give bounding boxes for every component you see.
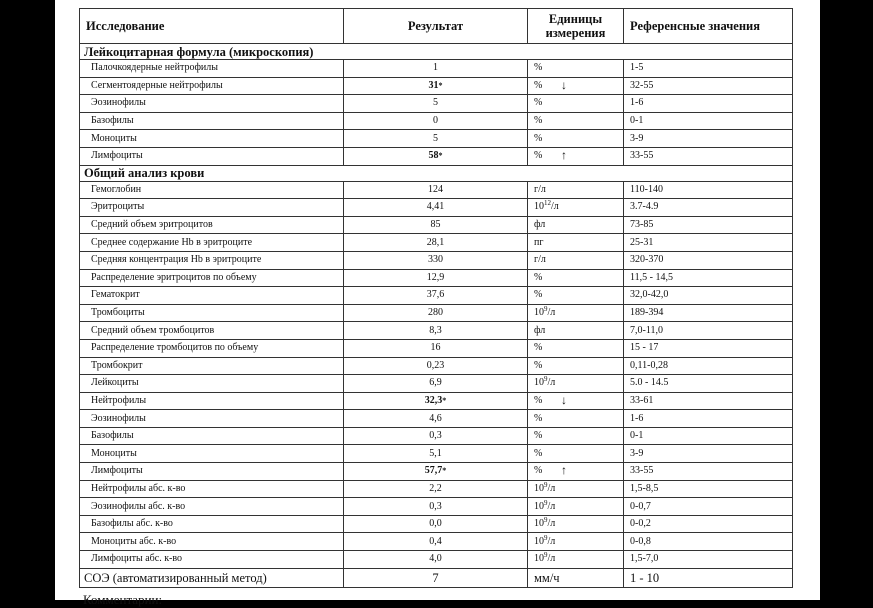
result-number: 1: [433, 62, 438, 74]
test-result: [344, 427, 528, 445]
unit-base: %: [534, 271, 543, 283]
unit-exponent: 9: [544, 305, 548, 314]
result-number: 8,3: [429, 324, 442, 336]
result-number: 16: [430, 342, 441, 354]
test-name: Распределение тромбоцитов по объему: [80, 339, 344, 357]
test-reference: 3-9: [624, 445, 793, 463]
test-name: Моноциты абс. к-во: [80, 533, 344, 551]
test-result: [344, 480, 528, 498]
test-result: [344, 551, 528, 569]
test-unit: [528, 234, 624, 252]
result-flag: *: [442, 395, 447, 405]
test-name: Лимфоциты абс. к-во: [80, 551, 344, 569]
test-unit: [528, 269, 624, 287]
test-reference: 0-1: [624, 112, 793, 130]
table-row: [80, 287, 793, 305]
table-row: [80, 60, 793, 78]
unit-base: %: [534, 465, 543, 477]
unit-exponent: 9: [544, 551, 548, 560]
test-result: [344, 410, 528, 428]
test-reference: 189-394: [624, 304, 793, 322]
arrow-down-icon: ↓: [561, 77, 567, 92]
test-reference: 73-85: [624, 216, 793, 234]
result-flag: *: [438, 80, 443, 90]
section-row: [80, 165, 793, 181]
result-number: 0,0: [429, 518, 442, 530]
result-number: 5,1: [429, 447, 442, 459]
test-unit: [528, 533, 624, 551]
unit-suffix: /л: [547, 307, 556, 319]
test-result: [344, 322, 528, 340]
test-name: Базофилы абс. к-во: [80, 515, 344, 533]
result-number: 0,3: [429, 500, 442, 512]
test-name: Базофилы: [80, 427, 344, 445]
test-name: Лимфоциты: [80, 463, 344, 481]
esr-name: СОЭ (автоматизированный метод): [80, 568, 344, 587]
table-row: [80, 410, 793, 428]
unit-base: %: [534, 115, 543, 127]
table-row: [80, 375, 793, 393]
test-name: Нейтрофилы абс. к-во: [80, 480, 344, 498]
unit-base: пг: [534, 236, 544, 248]
test-unit: [528, 480, 624, 498]
result-number: 0,4: [429, 535, 442, 547]
table-row: [80, 533, 793, 551]
test-result: [344, 147, 567, 165]
test-result: [344, 533, 528, 551]
test-result: [344, 375, 528, 393]
table-row: [80, 304, 793, 322]
result-flag: *: [442, 466, 447, 476]
test-reference: 1,5-8,5: [624, 480, 793, 498]
result-number: 0,23: [426, 359, 445, 371]
result-number: 2,2: [429, 482, 442, 494]
test-reference: 1-6: [624, 95, 793, 113]
unit-base: 10: [534, 553, 544, 565]
test-reference: 25-31: [624, 234, 793, 252]
table-row: [80, 181, 793, 199]
esr-reference: 1 - 10: [624, 568, 793, 587]
result-number: 4,0: [429, 553, 442, 565]
test-result: [344, 112, 528, 130]
unit-base: 10: [534, 377, 544, 389]
unit-base: 10: [534, 307, 544, 319]
test-name: Моноциты: [80, 445, 344, 463]
test-unit: [528, 392, 624, 410]
unit-base: г/л: [534, 254, 546, 266]
test-reference: 1,5-7,0: [624, 551, 793, 569]
test-unit: [528, 427, 624, 445]
unit-base: 10: [534, 482, 544, 494]
test-reference: 11,5 - 14,5: [624, 269, 793, 287]
unit-base: %: [534, 447, 543, 459]
result-number: 37,6: [426, 289, 445, 301]
result-number: 4,41: [426, 201, 445, 213]
test-name: Сегментоядерные нейтрофилы: [80, 77, 344, 95]
unit-suffix: /л: [547, 535, 556, 547]
test-unit: [528, 410, 624, 428]
document-page: [55, 0, 820, 607]
esr-unit: мм/ч: [528, 568, 624, 587]
test-unit: [528, 251, 624, 269]
test-unit: [528, 77, 624, 95]
table-row: [80, 480, 793, 498]
table-row: [80, 269, 793, 287]
unit-base: %: [534, 97, 543, 109]
unit-base: г/л: [534, 183, 546, 195]
unit-exponent: 9: [544, 516, 548, 525]
test-reference: 0-1: [624, 427, 793, 445]
table-row: [80, 392, 793, 410]
test-result: [344, 515, 528, 533]
result-flag: *: [438, 151, 443, 161]
test-name: Нейтрофилы: [80, 392, 344, 410]
unit-exponent: 9: [544, 533, 548, 542]
test-unit: [528, 199, 624, 217]
section-title: Общий анализ крови: [80, 165, 793, 181]
result-number: 57,7: [424, 465, 443, 477]
test-reference: 0,11-0,28: [624, 357, 793, 375]
test-name: Среднее содержание Hb в эритроците: [80, 234, 344, 252]
unit-base: %: [534, 342, 543, 354]
unit-base: фл: [534, 324, 546, 336]
test-reference: 15 - 17: [624, 339, 793, 357]
unit-base: 10: [534, 535, 544, 547]
table-row: [80, 130, 793, 148]
test-name: Средний объем тромбоцитов: [80, 322, 344, 340]
test-name: Эозинофилы: [80, 95, 344, 113]
test-name: Лимфоциты: [80, 147, 344, 165]
test-unit: [528, 95, 624, 113]
test-unit: [528, 375, 624, 393]
esr-row: [80, 568, 793, 587]
test-unit: [528, 304, 624, 322]
test-reference: 0-0,2: [624, 515, 793, 533]
table-header-row: [80, 9, 793, 44]
table-row: [80, 77, 793, 95]
test-name: Гемоглобин: [80, 181, 344, 199]
result-number: 330: [428, 254, 443, 266]
unit-suffix: /л: [547, 482, 556, 494]
unit-base: фл: [534, 219, 546, 231]
table-row: [80, 147, 793, 165]
unit-exponent: 12: [544, 199, 551, 208]
test-name: Тромбокрит: [80, 357, 344, 375]
test-name: Гематокрит: [80, 287, 344, 305]
result-number: 31: [428, 79, 439, 91]
unit-base: %: [534, 132, 543, 144]
test-unit: [528, 551, 624, 569]
table-row: [80, 427, 793, 445]
esr-result: 7: [344, 568, 528, 587]
result-number: 0: [433, 115, 438, 127]
header-units: [528, 9, 624, 44]
result-number: 58: [428, 150, 439, 162]
test-name: Эритроциты: [80, 199, 344, 217]
unit-base: %: [534, 412, 543, 424]
unit-suffix: /л: [547, 553, 556, 565]
test-name: Распределение эритроцитов по объему: [80, 269, 344, 287]
result-number: 32,3: [424, 394, 443, 406]
test-result: [344, 392, 567, 410]
unit-base: %: [534, 62, 543, 74]
test-unit: [528, 60, 624, 78]
test-result: [344, 304, 528, 322]
test-name: Лейкоциты: [80, 375, 344, 393]
unit-base: 10: [534, 518, 544, 530]
table-row: [80, 251, 793, 269]
test-name: Базофилы: [80, 112, 344, 130]
test-name: Эозинофилы абс. к-во: [80, 498, 344, 516]
result-number: 5: [433, 132, 438, 144]
header-units-line1: Единицы: [548, 12, 603, 26]
table-row: [80, 357, 793, 375]
test-reference: 3.7-4.9: [624, 199, 793, 217]
test-unit: [528, 445, 624, 463]
test-result: [344, 60, 528, 78]
table-row: [80, 216, 793, 234]
test-reference: 33-55: [624, 147, 793, 165]
table-row: [80, 339, 793, 357]
test-result: [344, 498, 528, 516]
test-unit: [528, 463, 624, 481]
result-number: 0,3: [429, 430, 442, 442]
test-unit: [528, 216, 624, 234]
unit-base: %: [534, 394, 543, 406]
result-number: 4,6: [429, 412, 442, 424]
result-number: 12,9: [426, 271, 445, 283]
test-result: [344, 445, 528, 463]
result-value-abnormal: [425, 395, 447, 406]
test-reference: 0-0,8: [624, 533, 793, 551]
unit-suffix: /л: [551, 201, 559, 213]
unit-base: %: [534, 430, 543, 442]
test-result: [344, 95, 528, 113]
test-result: [344, 77, 567, 95]
comment-label: Комментарии:: [83, 592, 163, 607]
test-result: [344, 463, 567, 481]
test-result: [344, 234, 528, 252]
test-reference: 5.0 - 14.5: [624, 375, 793, 393]
test-result: [344, 287, 528, 305]
table-row: [80, 463, 793, 481]
test-reference: 7,0-11,0: [624, 322, 793, 340]
test-reference: 1-6: [624, 410, 793, 428]
result-value-abnormal: [429, 150, 443, 161]
test-reference: 320-370: [624, 251, 793, 269]
result-number: 280: [428, 307, 443, 319]
section-row: [80, 44, 793, 60]
result-number: 5: [433, 97, 438, 109]
test-name: Палочкоядерные нейтрофилы: [80, 60, 344, 78]
test-reference: 3-9: [624, 130, 793, 148]
arrow-up-icon: ↑: [561, 147, 567, 162]
arrow-down-icon: ↓: [561, 392, 567, 407]
unit-base: %: [534, 289, 543, 301]
table-row: [80, 95, 793, 113]
results-table: [79, 8, 793, 588]
test-name: Средний объем эритроцитов: [80, 216, 344, 234]
test-result: [344, 199, 528, 217]
result-number: 85: [430, 219, 441, 231]
test-result: [344, 251, 528, 269]
test-result: [344, 357, 528, 375]
result-number: 6,9: [429, 377, 442, 389]
arrow-up-icon: ↑: [561, 463, 567, 478]
table-row: [80, 199, 793, 217]
test-unit: [528, 287, 624, 305]
table-row: [80, 551, 793, 569]
unit-exponent: 9: [544, 480, 548, 489]
test-unit: [528, 498, 624, 516]
unit-base: %: [534, 359, 543, 371]
test-reference: 33-55: [624, 463, 793, 481]
test-reference: 110-140: [624, 181, 793, 199]
test-unit: [528, 339, 624, 357]
result-value-abnormal: [429, 80, 443, 91]
test-reference: 33-61: [624, 392, 793, 410]
test-name: Средняя концентрация Hb в эритроците: [80, 251, 344, 269]
unit-exponent: 9: [544, 375, 548, 384]
table-row: [80, 112, 793, 130]
unit-exponent: 9: [544, 498, 548, 507]
result-value-abnormal: [425, 465, 447, 476]
unit-base: %: [534, 150, 543, 162]
test-unit: [528, 322, 624, 340]
result-number: 28,1: [426, 236, 445, 248]
unit-suffix: /л: [547, 377, 556, 389]
unit-suffix: /л: [547, 500, 556, 512]
table-row: [80, 322, 793, 340]
test-reference: 1-5: [624, 60, 793, 78]
table-row: [80, 234, 793, 252]
unit-base: 10: [534, 201, 544, 213]
header-reference: Референсные значения: [624, 9, 793, 44]
result-number: 124: [428, 183, 443, 195]
test-result: [344, 216, 528, 234]
test-result: [344, 130, 528, 148]
header-units-line2: измерения: [545, 26, 606, 40]
unit-base: %: [534, 79, 543, 91]
test-unit: [528, 181, 624, 199]
test-result: [344, 269, 528, 287]
test-name: Эозинофилы: [80, 410, 344, 428]
test-name: Моноциты: [80, 130, 344, 148]
unit-suffix: /л: [547, 518, 556, 530]
table-row: [80, 445, 793, 463]
test-reference: 0-0,7: [624, 498, 793, 516]
table-row: [80, 498, 793, 516]
test-result: [344, 339, 528, 357]
unit-base: 10: [534, 500, 544, 512]
section-title: Лейкоцитарная формула (микроскопия): [80, 44, 793, 60]
header-study: Исследование: [80, 9, 344, 44]
test-unit: [528, 130, 624, 148]
test-reference: 32,0-42,0: [624, 287, 793, 305]
test-unit: [528, 357, 624, 375]
test-name: Тромбоциты: [80, 304, 344, 322]
test-unit: [528, 515, 624, 533]
test-unit: [528, 147, 624, 165]
table-row: [80, 515, 793, 533]
test-result: [344, 181, 528, 199]
header-result: Результат: [344, 9, 528, 44]
test-unit: [528, 112, 624, 130]
test-reference: 32-55: [624, 77, 793, 95]
